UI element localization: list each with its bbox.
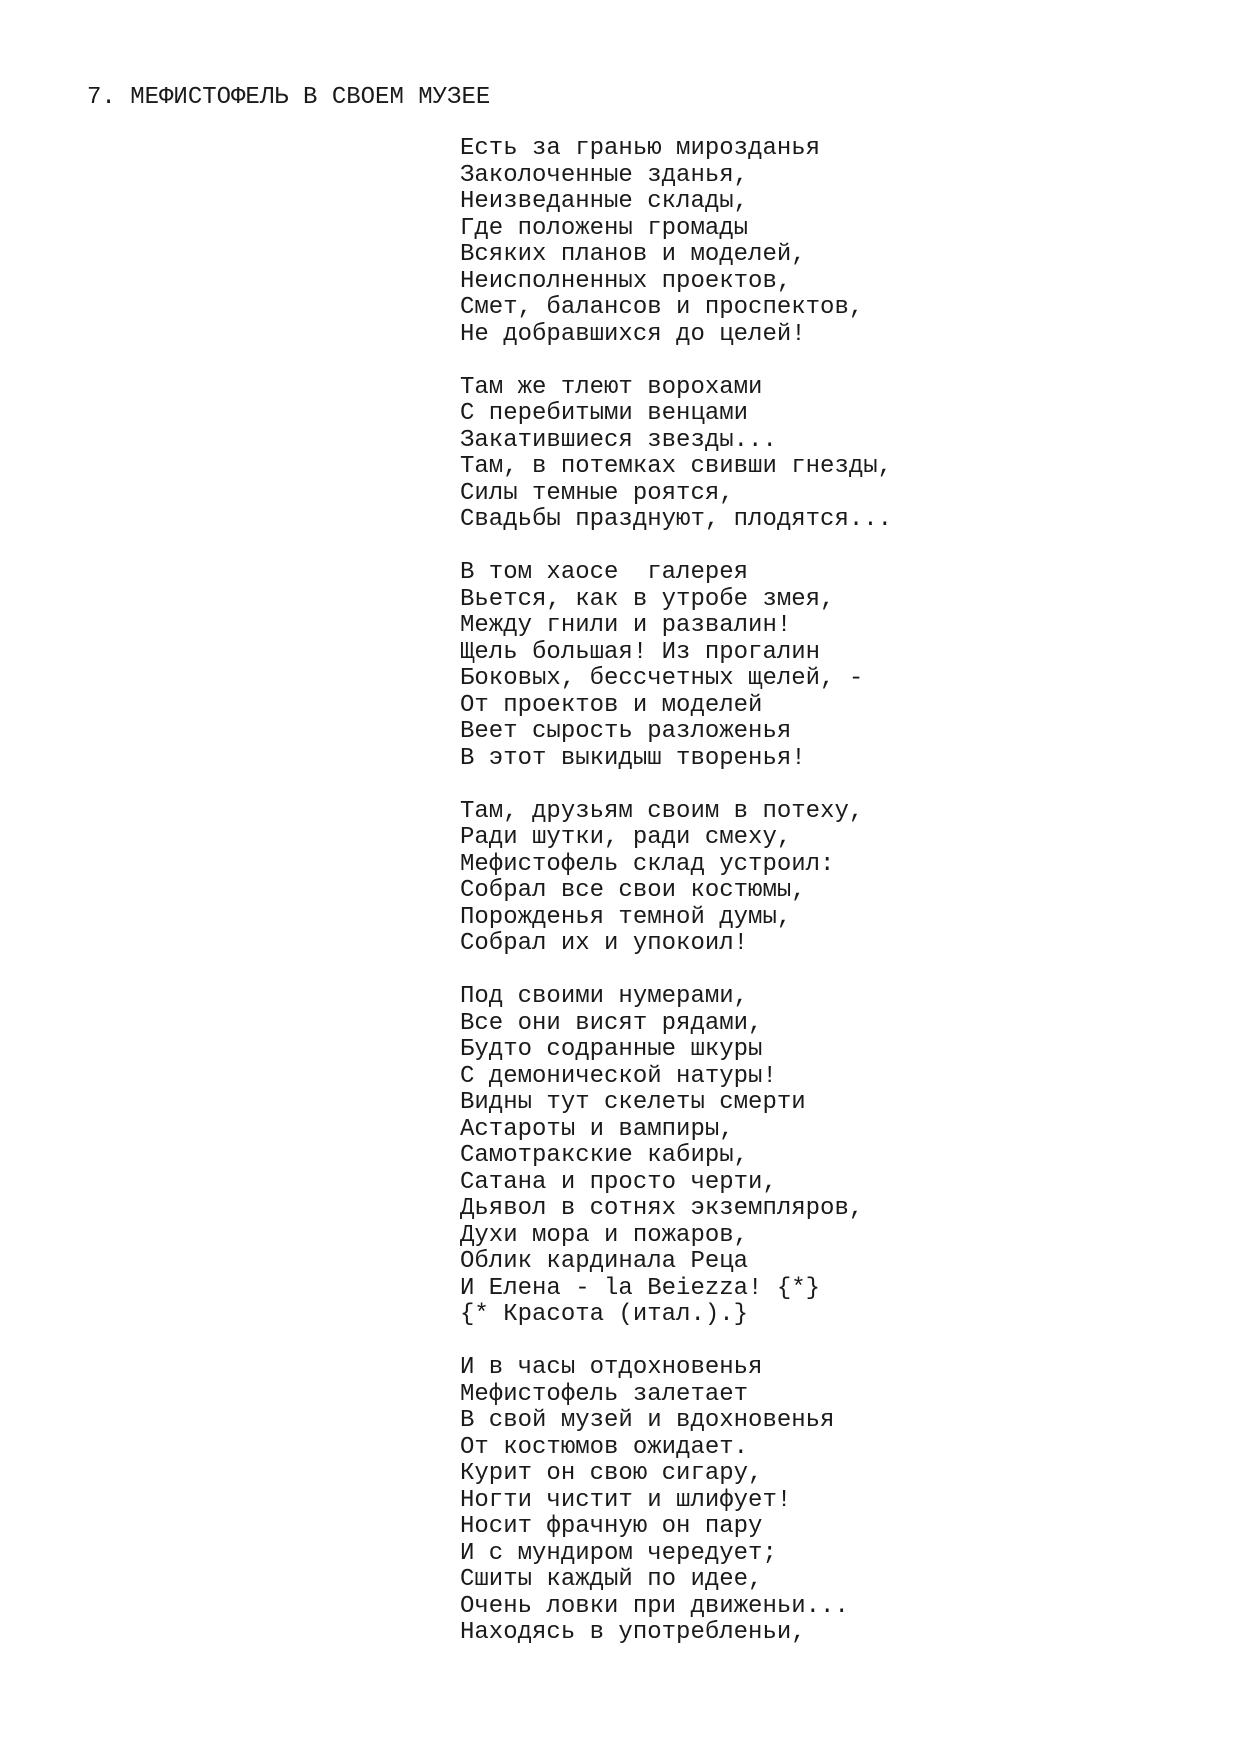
poem-line: Дьявол в сотнях экземпляров,: [460, 1195, 864, 1222]
poem-line: Там, в потемках свивши гнезды,: [460, 453, 893, 480]
poem-line: Курит он свою сигару,: [460, 1460, 763, 1487]
poem-line: В свой музей и вдохновенья: [460, 1407, 835, 1434]
poem-line: И Елена - la Beiezza! {*}: [460, 1274, 821, 1302]
poem-line: Есть за гранью мирозданья: [460, 135, 821, 162]
poem-line: Всяких планов и моделей,: [460, 241, 806, 268]
poem-line: Порожденья темной думы,: [460, 903, 792, 931]
poem-line: Самотракские кабиры,: [460, 1142, 749, 1169]
poem-line: Смет, балансов и проспектов,: [460, 294, 864, 321]
poem-line: Облик кардинала Реца: [460, 1248, 749, 1275]
poem-line: Неисполненных проектов,: [460, 267, 792, 295]
poem-line: От проектов и моделей: [460, 691, 763, 719]
poem-line: Собрал их и упокоил!: [460, 930, 749, 957]
poem-line: Там, друзьям своим в потеху,: [460, 797, 864, 825]
poem-line: Астароты и вампиры,: [460, 1115, 734, 1143]
poem-line: Под своими нумерами,: [460, 983, 749, 1010]
stanza: [460, 375, 1220, 534]
poem-line: Находясь в употребленьи,: [460, 1619, 806, 1646]
poem-line: С демонической натуры!: [460, 1062, 777, 1090]
stanza: [460, 1355, 1220, 1647]
stanza: [460, 799, 1220, 958]
poem-line: От костюмов ожидает.: [460, 1433, 749, 1461]
poem: [460, 136, 1220, 1673]
poem-line: Мефистофель склад устроил:: [460, 850, 835, 878]
poem-line: Не добравшихся до целей!: [460, 320, 806, 348]
poem-line: Щель большая! Из прогалин: [460, 638, 821, 666]
poem-line: И с мундиром чередует;: [460, 1539, 777, 1567]
poem-line: И в часы отдохновенья: [460, 1354, 763, 1381]
poem-line: Носит фрачную он пару: [460, 1513, 763, 1540]
stanza: [460, 984, 1220, 1329]
poem-line: Заколоченные зданья,: [460, 161, 749, 189]
stanza: [460, 136, 1220, 348]
poem-line: Вьется, как в утробе змея,: [460, 585, 835, 613]
poem-line: С перебитыми венцами: [460, 400, 749, 427]
poem-line: Там же тлеют ворохами: [460, 373, 763, 401]
poem-line: В том хаосе галерея: [460, 559, 749, 586]
poem-line: Духи мора и пожаров,: [460, 1221, 749, 1249]
poem-line: Мефистофель залетает: [460, 1380, 749, 1408]
poem-line: Где положены громады: [460, 214, 749, 242]
poem-line: Боковых, бессчетных щелей, -: [460, 665, 864, 692]
poem-line: Силы темные роятся,: [460, 479, 734, 507]
poem-line: Собрал все свои костюмы,: [460, 877, 806, 904]
poem-line: Будто содранные шкуры: [460, 1036, 763, 1063]
chapter-title: 7. МЕФИСТОФЕЛЬ В СВОЕМ МУЗЕЕ: [87, 84, 491, 111]
poem-line: Видны тут скелеты смерти: [460, 1089, 806, 1116]
poem-line: Все они висят рядами,: [460, 1009, 763, 1037]
poem-line: Сатана и просто черти,: [460, 1168, 777, 1196]
poem-line: Между гнили и развалин!: [460, 612, 792, 639]
poem-line: Ради шутки, ради смеху,: [460, 824, 792, 851]
poem-line: Сшиты каждый по идее,: [460, 1566, 763, 1593]
poem-line: Ногти чистит и шлифует!: [460, 1486, 792, 1514]
poem-line: Закатившиеся звезды...: [460, 426, 777, 454]
poem-line: В этот выкидыш творенья!: [460, 744, 806, 772]
poem-line: Неизведанные склады,: [460, 188, 749, 215]
poem-line: Веет сырость разложенья: [460, 718, 792, 745]
stanza: [460, 560, 1220, 772]
poem-line: Очень ловки при движеньи...: [460, 1592, 849, 1620]
poem-line: Свадьбы празднуют, плодятся...: [460, 506, 893, 533]
footnote: {* Красота (итал.).}: [460, 1301, 749, 1328]
